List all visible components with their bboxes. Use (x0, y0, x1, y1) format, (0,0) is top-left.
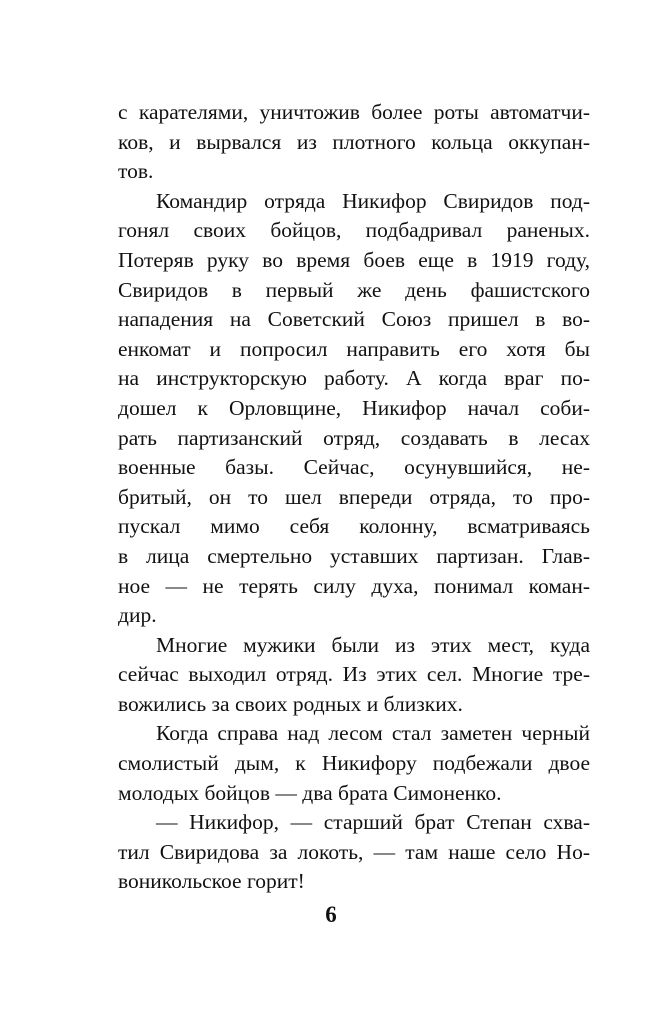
paragraph (118, 187, 590, 631)
text-line: с карателями, уничтожив более роты автоматчи- (118, 100, 590, 124)
text-line: пускал мимо себя колонну, всматриваясь (118, 514, 590, 539)
text-line: нападения на Советский Союз пришел в во- (118, 307, 590, 332)
text-line: в лица смертельно уставших партизан. Глав- (118, 543, 590, 568)
text-line: енкомат и попросил направить его хотя бы (118, 336, 590, 361)
text-line: дир. (118, 603, 157, 628)
text-line: сейчас выходил отряд. Из этих сел. Многие тре- (118, 662, 590, 687)
text-line: на инструкторскую работу. А когда враг по- (118, 366, 590, 391)
text-line: Многие мужики были из этих мест, куда (156, 632, 590, 657)
text-line: смолистый дым, к Никифору подбежали двое (118, 751, 590, 776)
text-line: Свиридов в первый же день фашистского (118, 277, 590, 302)
text-line: тов. (118, 159, 154, 184)
text-line: бритый, он то шел впереди отряда, то про- (118, 484, 590, 509)
body-text (118, 98, 590, 897)
text-line: гонял своих бойцов, подбадривал раненых. (118, 218, 590, 243)
paragraph (118, 98, 590, 187)
text-line: ное — не терять силу духа, понимал коман- (118, 573, 590, 598)
paragraph (118, 719, 590, 808)
text-line: дошел к Орловщине, Никифор начал соби- (118, 395, 590, 420)
text-line: молодых бойцов — два брата Симоненко. (118, 780, 502, 805)
text-line: Командир отряда Никифор Свиридов под- (156, 188, 590, 213)
page-number: 6 (325, 902, 337, 927)
text-line: — Никифор, — старший брат Степан схва- (156, 810, 590, 835)
text-line: воникольское горит! (118, 869, 305, 894)
text-line: вожились за своих родных и близких. (118, 691, 463, 716)
text-line: военные базы. Сейчас, осунувшийся, не- (118, 455, 590, 480)
text-line: Когда справа над лесом стал заметен черный (156, 721, 590, 746)
paragraph (118, 631, 590, 720)
text-line: рать партизанский отряд, создавать в лесах (118, 425, 590, 450)
text-line: тил Свиридова за локоть, — там наше село Но- (118, 839, 590, 864)
text-line: Потеряв руку во время боев еще в 1919 году, (118, 247, 590, 272)
paragraph (118, 808, 590, 897)
text-line: ков, и вырвался из плотного кольца оккупан- (118, 129, 590, 154)
